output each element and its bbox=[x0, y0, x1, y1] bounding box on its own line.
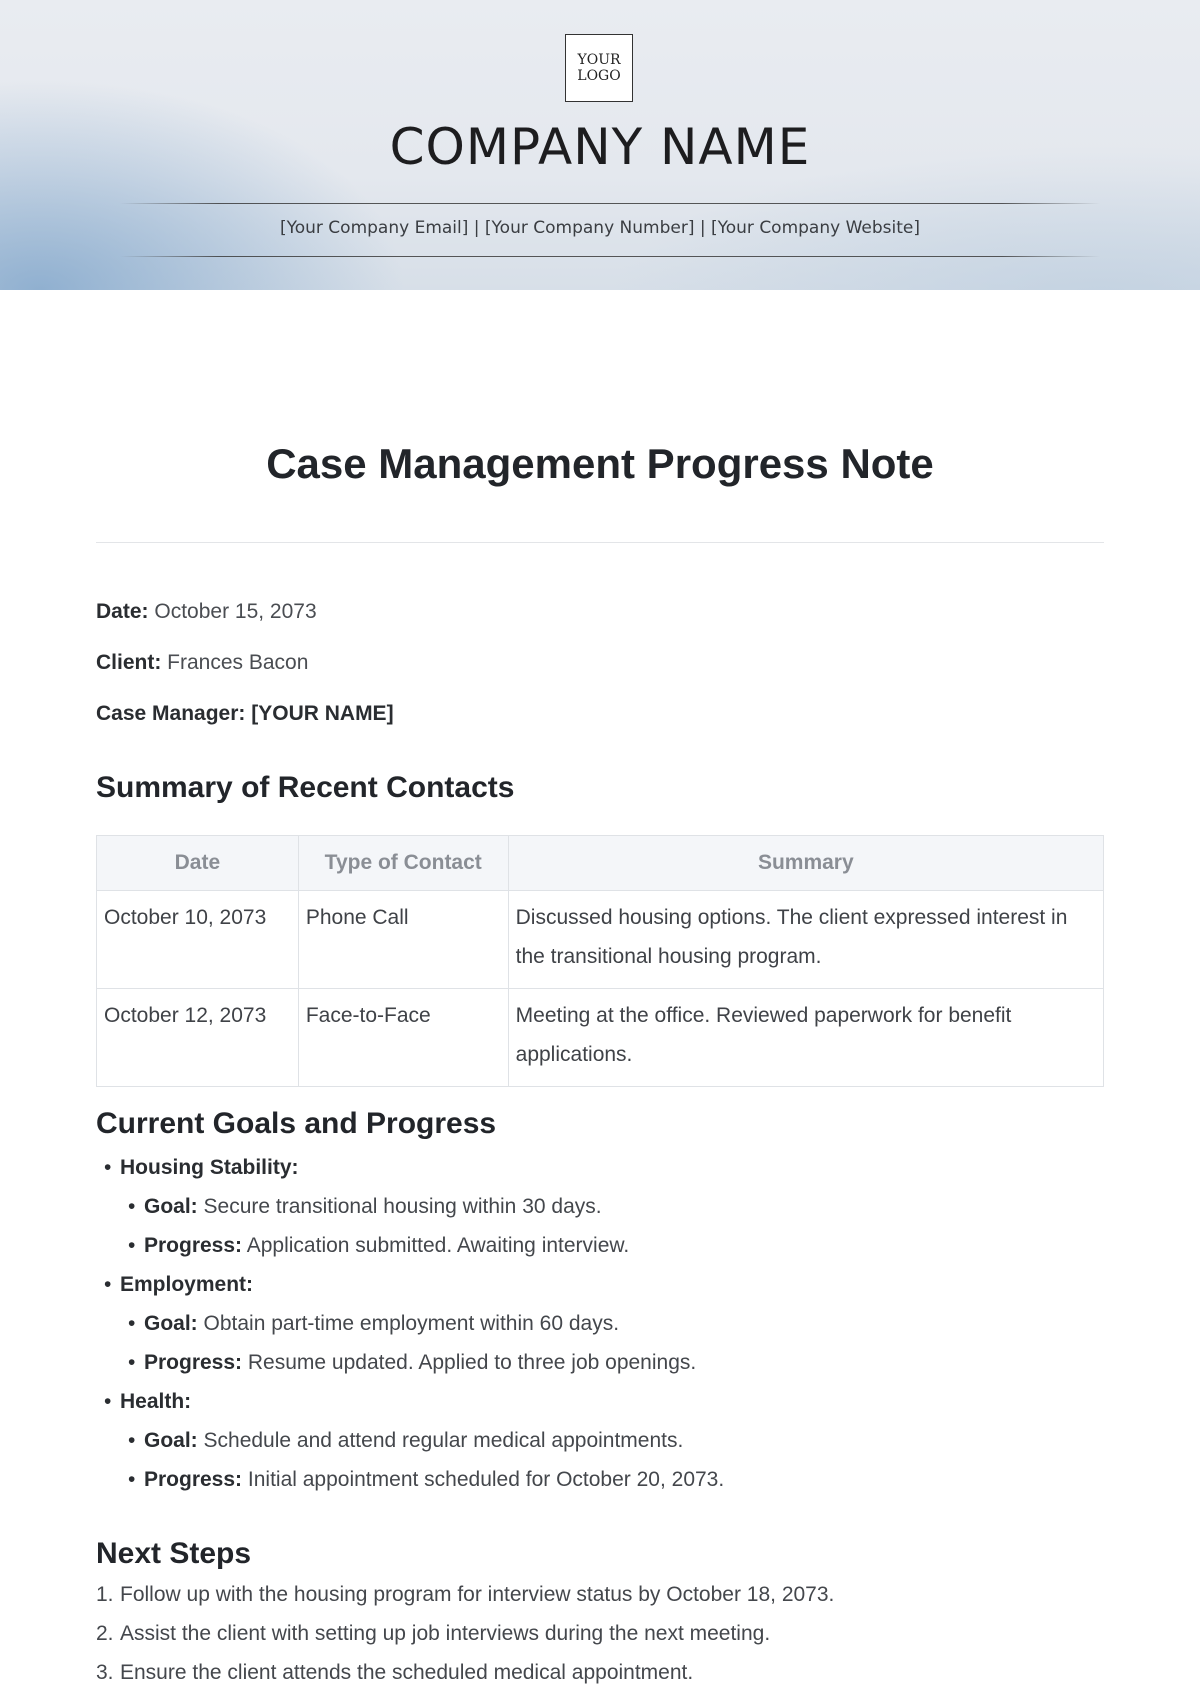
list-number: 2. bbox=[96, 1622, 114, 1645]
goal-label: Goal: bbox=[144, 1429, 198, 1452]
bullet-glyph: • bbox=[104, 1390, 112, 1413]
progress-item bbox=[96, 1460, 724, 1499]
goal-category bbox=[96, 1382, 724, 1421]
goal-label: Goal: bbox=[144, 1195, 198, 1218]
company-logo bbox=[565, 34, 633, 102]
client-field bbox=[96, 651, 308, 675]
bullet-glyph: • bbox=[128, 1429, 136, 1452]
logo-line-2: LOGO bbox=[577, 68, 621, 84]
bullet-glyph: • bbox=[104, 1273, 112, 1296]
goal-item bbox=[96, 1304, 724, 1343]
next-steps-list bbox=[96, 1575, 834, 1692]
list-item bbox=[96, 1653, 834, 1692]
date-value: October 15, 2073 bbox=[154, 600, 317, 623]
cell-type bbox=[298, 989, 508, 1087]
progress-label: Progress: bbox=[144, 1351, 243, 1374]
case-manager-label: Case Manager: bbox=[96, 702, 246, 725]
goal-item bbox=[96, 1187, 724, 1226]
case-manager-field bbox=[96, 702, 394, 726]
list-item-text: Assist the client with setting up job interviews during the next meeting. bbox=[120, 1622, 771, 1645]
title-divider bbox=[96, 542, 1104, 543]
contacts-heading: Summary of Recent Contacts bbox=[96, 771, 515, 804]
client-label: Client: bbox=[96, 651, 162, 674]
table-header-row bbox=[97, 836, 1104, 891]
company-contact-line: [Your Company Email] | [Your Company Number] | [Your Company Website] bbox=[279, 218, 920, 238]
cell-summary-text: Meeting at the office. Reviewed paperwork for benefit applications. bbox=[515, 1004, 1012, 1066]
progress-text: Initial appointment scheduled for October 20, 2073. bbox=[247, 1468, 725, 1491]
cell-type-text: Face-to-Face bbox=[305, 1004, 431, 1027]
column-header-summary: Summary bbox=[508, 836, 1103, 891]
header-divider-bottom bbox=[120, 256, 1100, 257]
column-header-date: Date bbox=[97, 836, 299, 891]
goal-item bbox=[96, 1421, 724, 1460]
goals-list bbox=[96, 1148, 724, 1499]
client-value: Frances Bacon bbox=[167, 651, 309, 674]
progress-item bbox=[96, 1343, 724, 1382]
list-item bbox=[96, 1575, 834, 1614]
bullet-glyph: • bbox=[128, 1195, 136, 1218]
goal-category-name: Employment: bbox=[120, 1273, 254, 1296]
goals-heading: Current Goals and Progress bbox=[96, 1107, 497, 1140]
goal-text: Secure transitional housing within 30 days. bbox=[203, 1195, 602, 1218]
company-name: COMPANY NAME bbox=[389, 118, 811, 176]
goal-category bbox=[96, 1148, 724, 1187]
cell-date bbox=[97, 989, 299, 1087]
list-number: 3. bbox=[96, 1661, 114, 1684]
bullet-glyph: • bbox=[128, 1468, 136, 1491]
column-header-type: Type of Contact bbox=[298, 836, 508, 891]
progress-label: Progress: bbox=[144, 1468, 243, 1491]
cell-summary-text: Discussed housing options. The client expressed interest in the transitional housing program. bbox=[515, 906, 1068, 968]
cell-date-text: October 12, 2073 bbox=[104, 1004, 267, 1027]
list-item-text: Follow up with the housing program for interview status by October 18, 2073. bbox=[120, 1583, 835, 1606]
progress-text: Resume updated. Applied to three job openings. bbox=[247, 1351, 697, 1374]
bullet-glyph: • bbox=[128, 1312, 136, 1335]
progress-item bbox=[96, 1226, 724, 1265]
goal-category-name: Health: bbox=[120, 1390, 192, 1413]
goal-text: Schedule and attend regular medical appointments. bbox=[203, 1429, 684, 1452]
contacts-table bbox=[96, 835, 1104, 1087]
cell-summary bbox=[508, 989, 1103, 1087]
bullet-glyph: • bbox=[128, 1351, 136, 1374]
goal-label: Goal: bbox=[144, 1312, 198, 1335]
goal-text: Obtain part-time employment within 60 days. bbox=[203, 1312, 620, 1335]
cell-type-text: Phone Call bbox=[305, 906, 409, 929]
table-row bbox=[97, 891, 1104, 989]
next-steps-heading: Next Steps bbox=[96, 1537, 252, 1570]
letterhead bbox=[0, 0, 1200, 290]
list-item-text: Ensure the client attends the scheduled medical appointment. bbox=[120, 1661, 694, 1684]
cell-summary bbox=[508, 891, 1103, 989]
date-label: Date: bbox=[96, 600, 149, 623]
cell-type bbox=[298, 891, 508, 989]
header-divider-top bbox=[120, 203, 1100, 204]
date-field bbox=[96, 600, 317, 624]
table-row bbox=[97, 989, 1104, 1087]
cell-date bbox=[97, 891, 299, 989]
progress-text: Application submitted. Awaiting interview. bbox=[246, 1234, 630, 1257]
bullet-glyph: • bbox=[104, 1156, 112, 1179]
bullet-glyph: • bbox=[128, 1234, 136, 1257]
list-item bbox=[96, 1614, 834, 1653]
case-manager-value: [YOUR NAME] bbox=[251, 702, 394, 725]
goal-category-name: Housing Stability: bbox=[120, 1156, 299, 1179]
goal-category bbox=[96, 1265, 724, 1304]
cell-date-text: October 10, 2073 bbox=[104, 906, 267, 929]
document-title: Case Management Progress Note bbox=[266, 440, 934, 487]
logo-line-1: YOUR bbox=[577, 52, 621, 68]
list-number: 1. bbox=[96, 1583, 114, 1606]
progress-label: Progress: bbox=[144, 1234, 243, 1257]
